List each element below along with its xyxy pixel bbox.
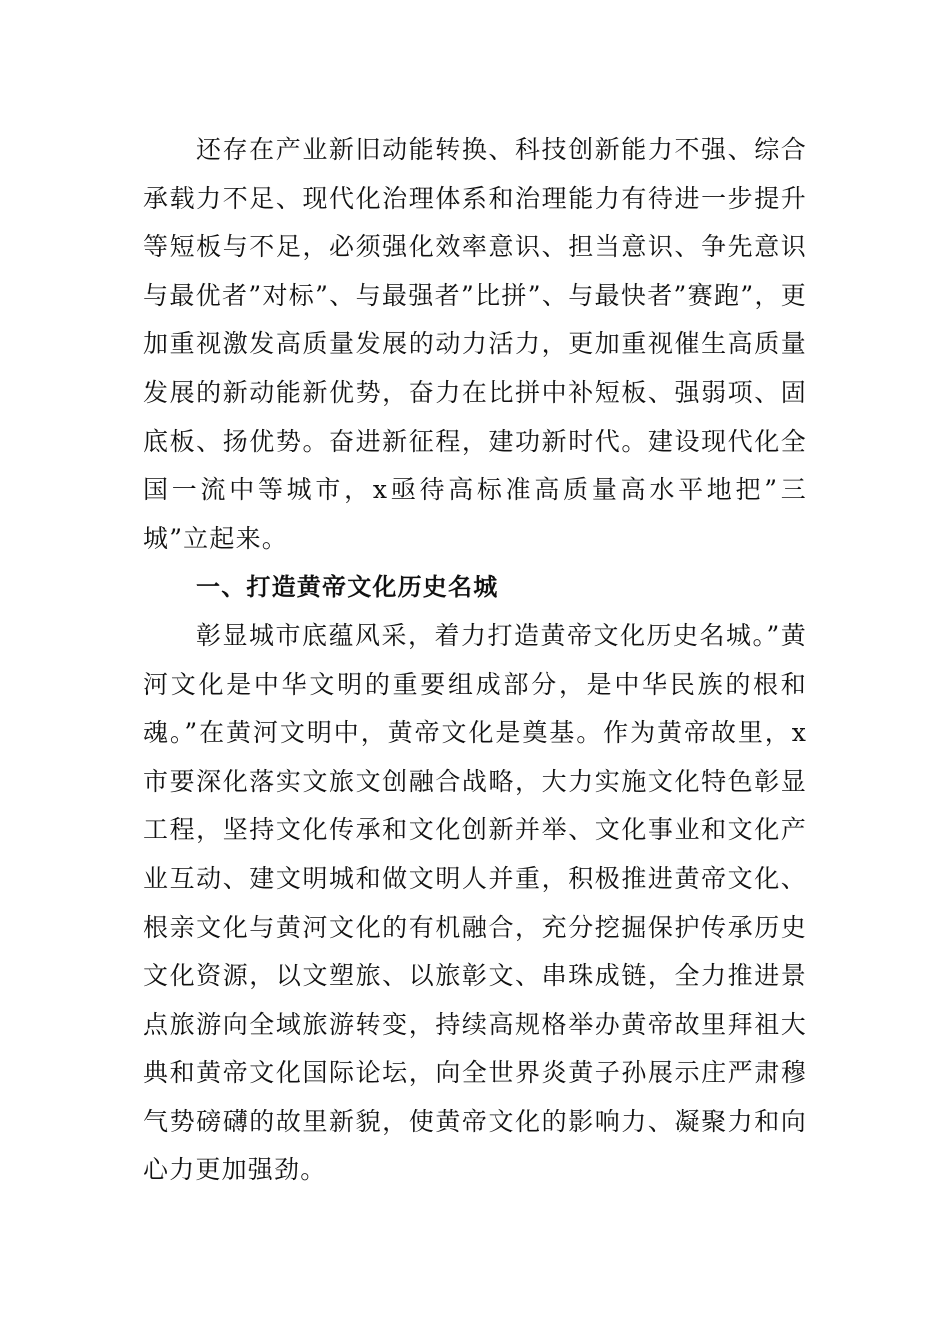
body-paragraph-2: 彰显城市底蕴风采，着力打造黄帝文化历史名城。”黄河文化是中华文明的重要组成部分，是中华民族的根和魂。”在黄河文明中，黄帝文化是奠基。作为黄帝故里，x市要深化落实文旅文创融合战略，大力实施文化特色彰显工程，坚持文化传承和文化创新并举、文化事业和文化产业互动、建文明城和做文明人并重，积极推进黄帝文化、根亲文化与黄河文化的有机融合，充分挖掘保护传承历史文化资源，以文塑旅、以旅彰文、串珠成链，全力推进景点旅游向全域旅游转变，持续高规格举办黄帝故里拜祖大典和黄帝文化国际论坛，向全世界炎黄子孙展示庄严肃穆气势磅礴的故里新貌，使黄帝文化的影响力、凝聚力和向心力更加强劲。 <box>143 620 807 1185</box>
body-paragraph-1: 还存在产业新旧动能转换、科技创新能力不强、综合承载力不足、现代化治理体系和治理能力有待进一步提升等短板与不足，必须强化效率意识、担当意识、争先意识与最优者”对标”、与最强者”比拼”、与最快者”赛跑”，更加重视激发高质量发展的动力活力，更加重视催生高质量发展的新动能新优势，奋力在比拼中补短板、强弱项、固底板、扬优势。奋进新征程，建功新时代。建设现代化全国一流中等城市，x亟待高标准高质量高水平地把”三城”立起来。 <box>143 135 807 553</box>
document-body <box>143 126 807 1195</box>
section-heading: 一、打造黄帝文化历史名城 <box>196 573 499 602</box>
